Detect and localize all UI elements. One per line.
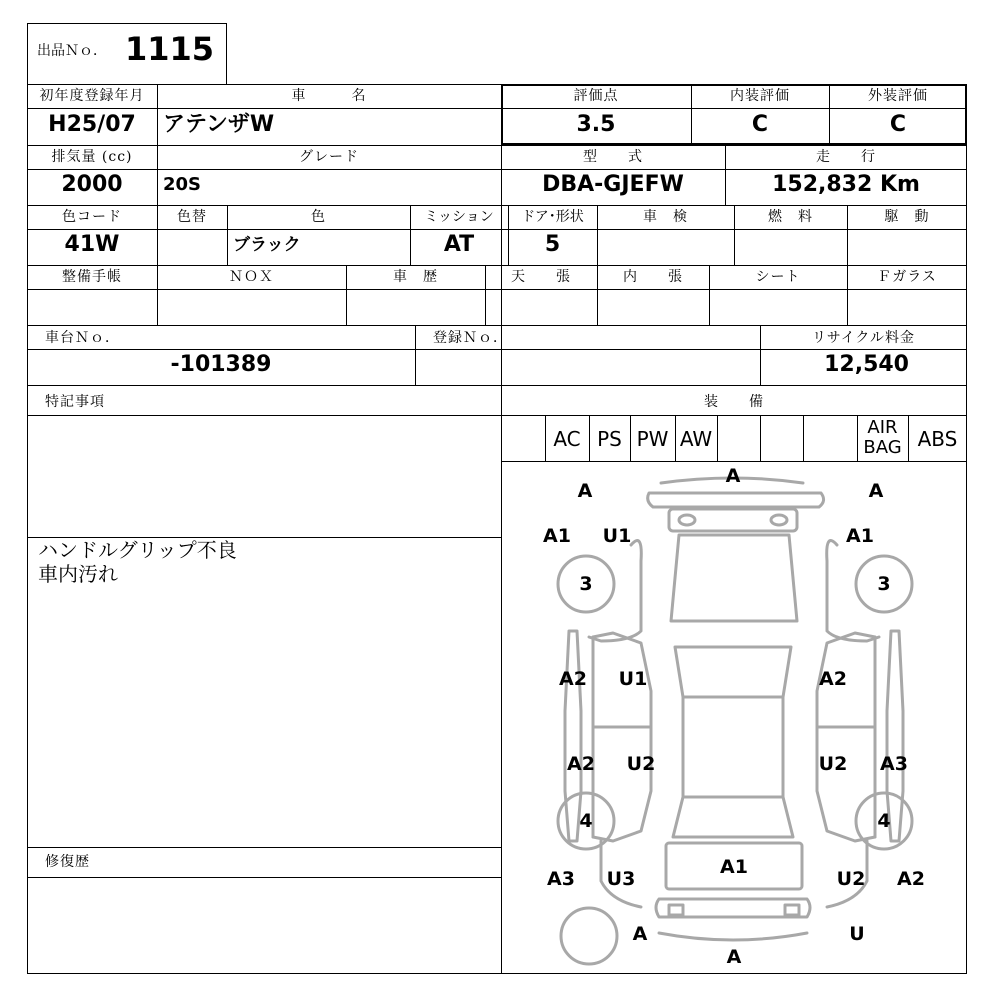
- car-name-label: 車 名: [291, 88, 367, 104]
- recycle-fee-value: 12,540: [824, 352, 909, 377]
- damage-rear-left: A: [632, 923, 648, 945]
- mission-value: AT: [443, 232, 475, 257]
- model-code-value: DBA-GJEFW: [542, 172, 684, 197]
- equipment-airbag: AIR BAG: [863, 417, 902, 458]
- lot-number-label: 出品Ｎｏ．: [37, 43, 107, 59]
- repair-history-label: 修復歴: [45, 854, 90, 870]
- damage-right-quarter-u: U2: [836, 868, 866, 890]
- lot-number: 1115: [125, 30, 215, 68]
- service-book-label: 整備手帳: [62, 269, 122, 285]
- recycle-fee-label: リサイクル料金: [811, 330, 916, 346]
- interior-score-value: C: [751, 112, 769, 137]
- color-label: 色: [311, 209, 326, 225]
- displacement-label: 排気量 (cc): [51, 149, 133, 165]
- model-code-label: 型 式: [583, 149, 643, 165]
- damage-left-quarter-u: U3: [606, 868, 636, 890]
- first-reg-label: 初年度登録年月: [39, 88, 145, 104]
- mileage-label: 走 行: [816, 149, 876, 165]
- damage-right-front-door: A2: [819, 668, 847, 690]
- equipment-ac: AC: [553, 427, 581, 451]
- damage-right-front-wheel: 3: [877, 573, 891, 595]
- mission-label: ミッション: [424, 209, 494, 225]
- chassis-no-label: 車台Ｎｏ．: [45, 330, 120, 346]
- grade-value: 20S: [163, 174, 202, 195]
- drive-label: 駆 動: [884, 209, 930, 225]
- seat-label: シート: [755, 269, 801, 285]
- interior-label: 内 張: [623, 269, 683, 285]
- remark-line: ハンドルグリップ不良: [38, 538, 237, 562]
- damage-back-door: A1: [720, 856, 748, 878]
- damage-left-quarter-a: A3: [547, 868, 575, 890]
- damage-right-fender: A1: [846, 525, 874, 547]
- color-code-value: 41W: [64, 232, 120, 257]
- door-shape-value: 5: [544, 232, 561, 257]
- score-value: 3.5: [576, 112, 616, 137]
- color-value: ブラック: [233, 235, 301, 255]
- exterior-score-label: 外装評価: [868, 88, 928, 104]
- interior-score-label: 内装評価: [730, 88, 790, 104]
- damage-left-front-wheel: 3: [579, 573, 593, 595]
- damage-front-left-corner: A: [577, 480, 593, 502]
- damage-left-rear-door-u: U2: [626, 753, 656, 775]
- nox-label: ＮＯＸ: [229, 269, 274, 285]
- damage-left-rear-door-a: A2: [567, 753, 595, 775]
- grade-label: グレード: [299, 149, 359, 165]
- reg-no-label: 登録Ｎｏ．: [433, 330, 508, 346]
- damage-rear-bumper: A: [726, 946, 742, 968]
- inspection-label: 車 検: [643, 209, 688, 225]
- exterior-score-value: C: [889, 112, 907, 137]
- equipment-label: 装 備: [704, 394, 764, 410]
- first-reg-value: H25/07: [48, 112, 136, 137]
- damage-front-bumper: A: [725, 465, 741, 487]
- door-shape-label: ドア･形状: [521, 209, 584, 225]
- f-glass-label: Ｆガラス: [877, 269, 937, 285]
- damage-left-front-door-u: U1: [618, 668, 648, 690]
- score-label: 評価点: [573, 88, 619, 104]
- damage-left-rear-wheel: 4: [579, 810, 593, 832]
- roof-label: 天 張: [511, 269, 571, 285]
- color-code-label: 色コード: [62, 209, 122, 225]
- car-name-value: アテンザW: [163, 112, 275, 137]
- chassis-no-value: -101389: [170, 352, 272, 377]
- damage-rear-right: U: [849, 923, 865, 945]
- damage-right-quarter-a: A2: [897, 868, 925, 890]
- mileage-value: 152,832 Km: [772, 172, 920, 197]
- damage-left-front-door-a: A2: [559, 668, 587, 690]
- damage-right-rear-wheel: 4: [877, 810, 891, 832]
- equipment-aw: AW: [679, 427, 713, 451]
- damage-right-rear-door-a: A3: [880, 753, 908, 775]
- remark-line: 車内汚れ: [38, 562, 118, 586]
- fuel-label: 燃 料: [768, 209, 813, 225]
- color-change-label: 色替: [177, 209, 207, 225]
- equipment-pw: PW: [636, 427, 669, 451]
- damage-right-rear-door-u: U2: [818, 753, 848, 775]
- damage-left-fender-a: A1: [543, 525, 571, 547]
- equipment-abs: ABS: [917, 427, 958, 451]
- remarks-label: 特記事項: [45, 394, 105, 410]
- damage-front-right-corner: A: [868, 480, 884, 502]
- equipment-ps: PS: [597, 427, 622, 451]
- displacement-value: 2000: [61, 172, 123, 197]
- damage-left-fender-u: U1: [602, 525, 632, 547]
- history-label: 車 歴: [393, 269, 438, 285]
